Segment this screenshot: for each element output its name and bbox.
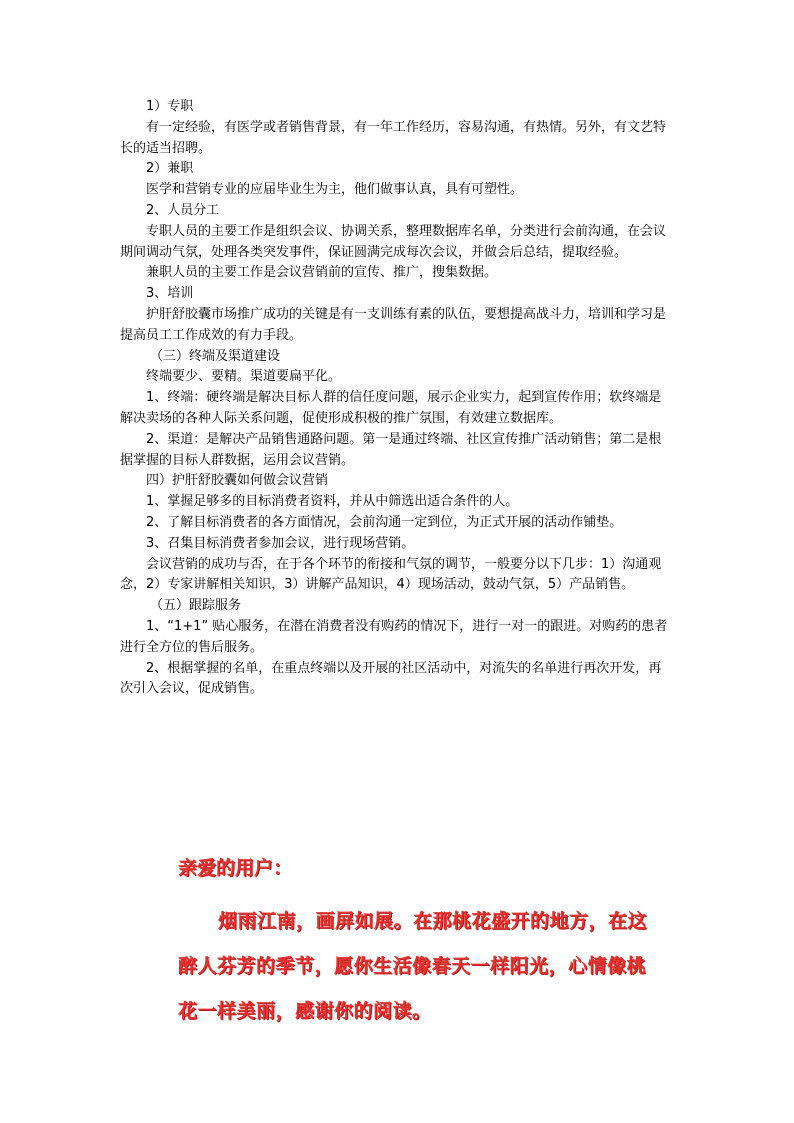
section-heading: （五）跟踪服务 (150, 598, 242, 614)
paragraph: 3、培训 (146, 286, 194, 302)
paragraph: 2）兼职 (146, 161, 194, 177)
paragraph: 3、召集目标消费者参加会议，进行现场营销。 (146, 535, 415, 551)
paragraph: 兼职人员的主要工作是会议营销前的宣传、推广，搜集数据。 (146, 265, 498, 281)
paragraph: 1、“1+1” 贴心服务，在潜在消费者没有购药的情况下，进行一对一的跟进。对购药的患者进行全方位的售后服务。 (120, 618, 668, 655)
closing-letter (178, 856, 658, 1034)
paragraph: 1、掌握足够多的目标消费者资料，并从中筛选出适合条件的人。 (146, 494, 519, 510)
paragraph: 护肝舒胶囊市场推广成功的关键是有一支训练有素的队伍，要想提高战斗力，培训和学习是提高员工工作成效的有力手段。 (120, 306, 667, 343)
section-heading: 四）护肝舒胶囊如何做会议营销 (146, 473, 329, 489)
letter-body: 烟雨江南，画屏如展。在那桃花盛开的地方，在这醉人芬芳的季节，愿你生活像春天一样阳光，心情像桃花一样美丽，感谢你的阅读。 (178, 910, 648, 1022)
paragraph: 2、人员分工 (146, 202, 220, 218)
paragraph: 2、了解目标消费者的各方面情况，会前沟通一定到位，为正式开展的活动作铺垫。 (146, 514, 623, 530)
section-heading: （三）终端及渠道建设 (150, 348, 281, 364)
paragraph: 会议营销的成功与否，在于各个环节的衔接和气氛的调节，一般要分以下几步：1）沟通观念，2）专家讲解相关知识，3）讲解产品知识，4）现场活动，鼓动气氛，5）产品销售。 (120, 556, 662, 593)
paragraph: 2、渠道：是解决产品销售通路问题。第一是通过终端、社区宣传推广活动销售；第二是根据掌握的目标人群数据，运用会议营销。 (120, 431, 662, 468)
paragraph: 1、终端：硬终端是解决目标人群的信任度问题，展示企业实力，起到宣传作用；软终端是解决卖场的各种人际关系问题，促使形成积极的推广氛围，有效建立数据库。 (120, 390, 662, 426)
paragraph: 1）专职 (146, 99, 194, 114)
document-body (120, 97, 668, 700)
paragraph: 有一定经验，有医学或者销售背景，有一年工作经历，容易沟通，有热情。另外，有文艺特长的适当招聘。 (120, 119, 667, 156)
paragraph: 专职人员的主要工作是组织会议、协调关系，整理数据库名单，分类进行会前沟通，在会议期间调动气氛，处理各类突发事件，保证圆满完成每次会议，并做会后总结，提取经验。 (120, 223, 667, 260)
letter-greeting: 亲爱的用户： (178, 857, 293, 879)
paragraph: 终端要少、要精。渠道要扁平化。 (146, 369, 342, 385)
paragraph: 医学和营销专业的应届毕业生为主，他们做事认真，具有可塑性。 (146, 182, 524, 198)
paragraph: 2、根据掌握的名单，在重点终端以及开展的社区活动中，对流失的名单进行再次开发，再次引入会议，促成销售。 (120, 660, 662, 697)
